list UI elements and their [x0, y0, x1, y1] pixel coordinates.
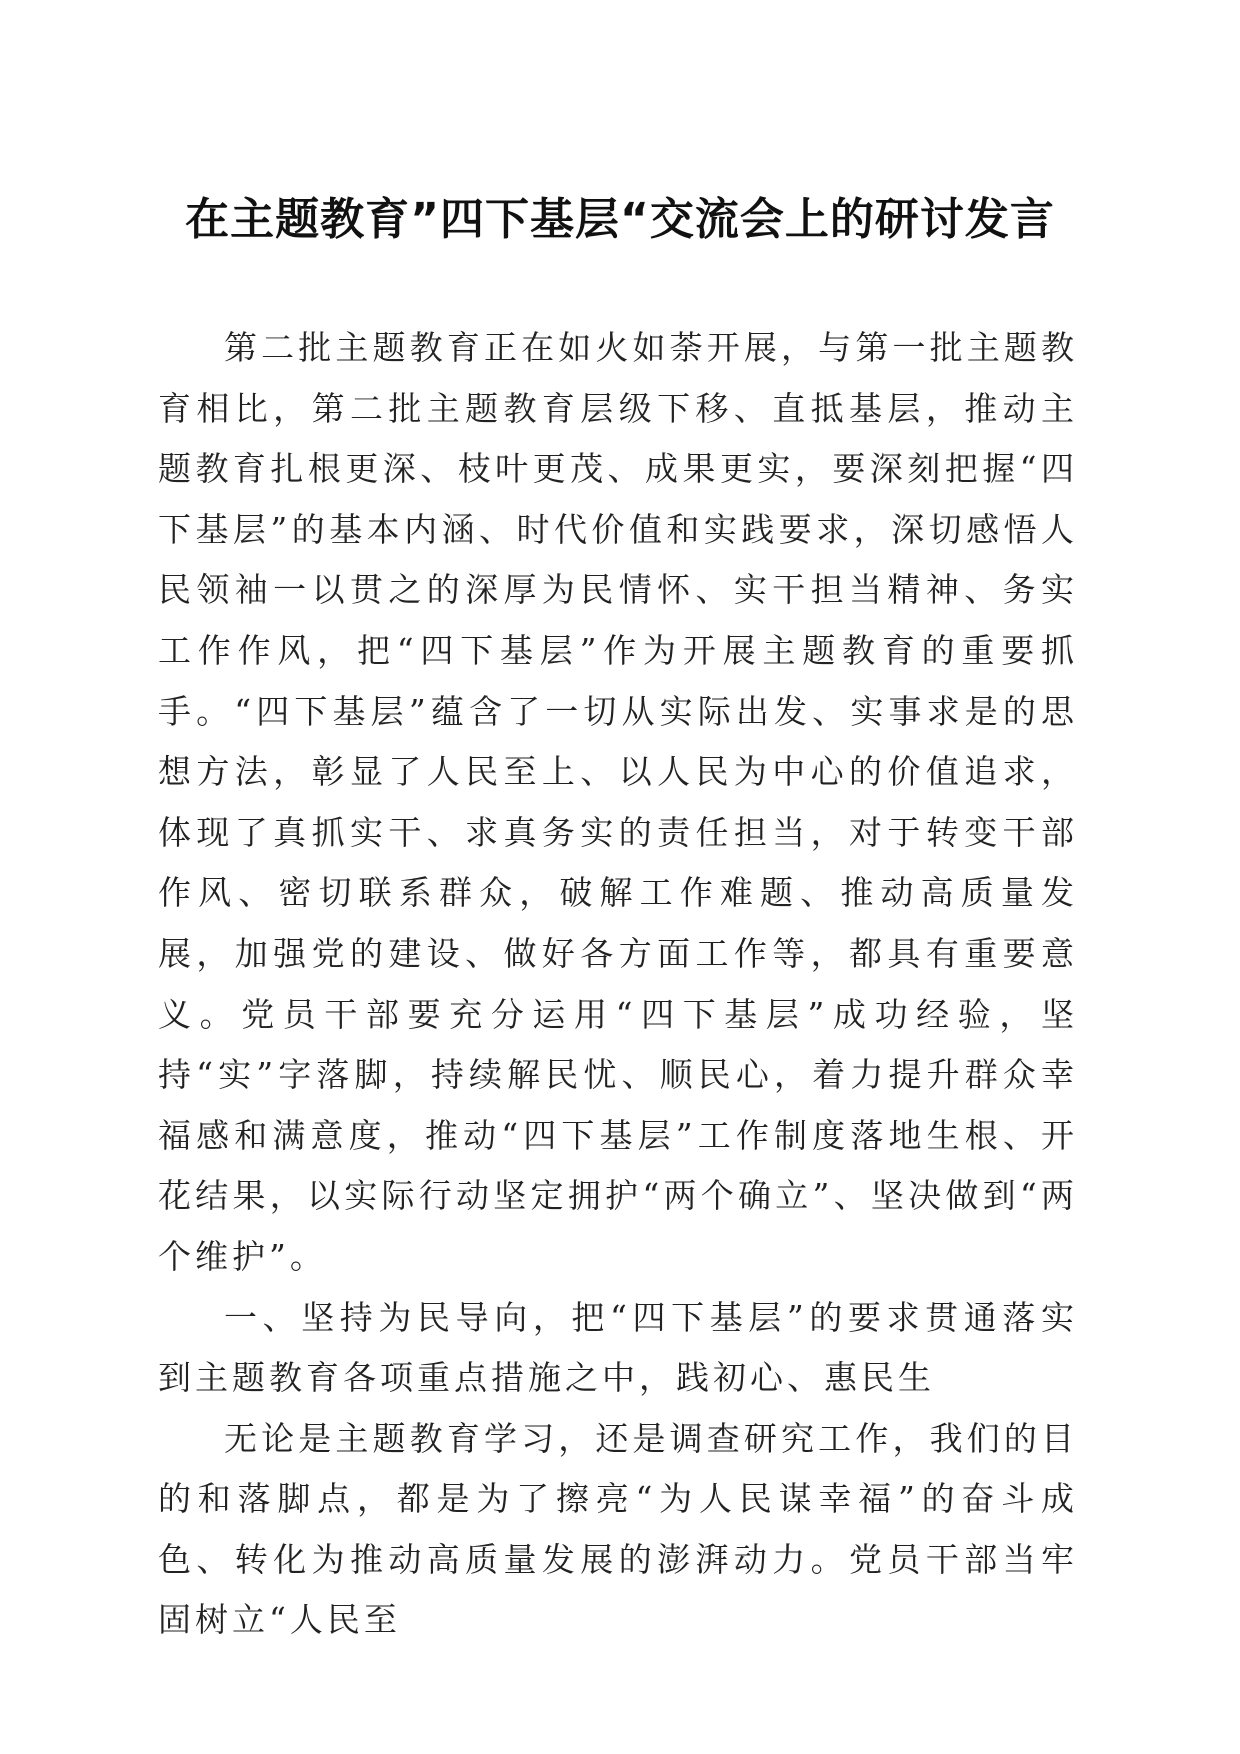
paragraph-section-1: 无论是主题教育学习，还是调查研究工作，我们的目的和落脚点，都是为了擦亮“为人民谋幸福”的奋斗成色、转化为推动高质量发展的澎湃动力。党员干部当牢固树立“人民至	[158, 1418, 1078, 1640]
paragraph-intro: 第二批主题教育正在如火如荼开展，与第一批主题教育相比，第二批主题教育层级下移、直抵基层，推动主题教育扎根更深、枝叶更茂、成果更实，要深刻把握“四下基层”的基本内涵、时代价值和实践要求，深切感悟人民领袖一以贯之的深厚为民情怀、实干担当精神、务实工作作风，把“四下基层”作为开展主题教育的重要抓手。“四下基层”蕴含了一切从实际出发、实事求是的思想方法，彰显了人民至上、以人民为中心的价值追求，体现了真抓实干、求真务实的责任担当，对于转变干部作风、密切联系群众，破解工作难题、推动高质量发展，加强党的建设、做好各方面工作等，都具有重要意义。党员干部要充分运用“四下基层”成功经验，坚持“实”字落脚，持续解民忧、顺民心，着力提升群众幸福感和满意度，推动“四下基层”工作制度落地生根、开花结果，以实际行动坚定拥护“两个确立”、坚决做到“两个维护”。	[158, 328, 1078, 1276]
document-body	[158, 318, 1078, 1651]
section-heading-1: 一、坚持为民导向，把“四下基层”的要求贯通落实到主题教育各项重点措施之中，践初心、惠民生	[158, 1297, 1078, 1398]
document-title: 在主题教育”四下基层“交流会上的研讨发言	[185, 194, 1055, 245]
